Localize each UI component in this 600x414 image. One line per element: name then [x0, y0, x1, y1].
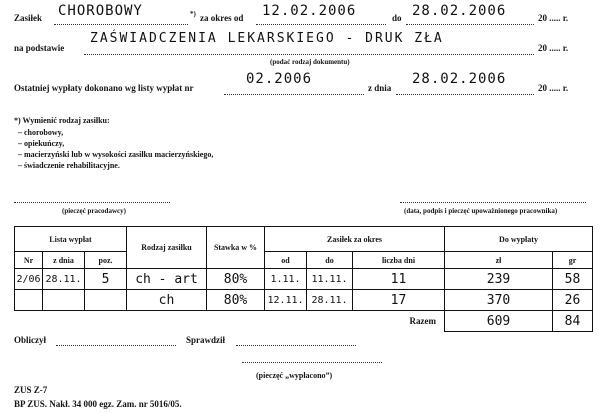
cell-stawka[interactable]: 80%: [207, 269, 265, 290]
cell-rodzaj[interactable]: ch - art: [127, 269, 207, 290]
year-suffix-1: 20 ..... r.: [538, 13, 569, 23]
note-item: – świadczenie rehabilitacyjne.: [18, 160, 213, 171]
wyplata-label: Ostatniej wypłaty dokonano wg listy wypłat nr: [14, 83, 194, 93]
stamp-dotline: [242, 362, 382, 363]
header-poz: poz.: [85, 252, 127, 269]
cell-liczba-dni[interactable]: 11: [353, 269, 445, 290]
razem-zl[interactable]: 609: [445, 311, 553, 332]
cell-do[interactable]: 11.11.: [307, 269, 353, 290]
header-od: od: [265, 252, 307, 269]
razem-gr[interactable]: 84: [553, 311, 593, 332]
zasilek-label: Zasiłek: [14, 13, 43, 23]
header-gr: gr: [553, 252, 593, 269]
cell-od[interactable]: 1.11.: [265, 269, 307, 290]
table-row: [15, 269, 593, 290]
z-dnia-label: z dnia: [368, 83, 392, 93]
razem-label: Razem: [409, 316, 436, 327]
cell-od[interactable]: 12.11.: [265, 290, 307, 311]
cell-z-dnia[interactable]: [43, 290, 85, 311]
zasilek-value[interactable]: CHOROBOWY: [58, 3, 143, 19]
cell-zl[interactable]: 370: [445, 290, 553, 311]
employee-sign-dotline: [400, 202, 586, 203]
za-okres-label: za okres od: [200, 13, 244, 23]
header-lista: Lista wypłat: [15, 227, 127, 252]
table-row: [15, 290, 593, 311]
payout-table: [14, 226, 593, 332]
header-zasilek: Zasiłek za okres: [265, 227, 445, 252]
date-to-dotline: [406, 24, 534, 25]
note-item: – opiekuńczy,: [18, 138, 213, 149]
wyplata-nr-value[interactable]: 02.2006: [246, 71, 313, 87]
header-do: do: [307, 252, 353, 269]
date-from-dotline: [256, 24, 386, 25]
cell-poz[interactable]: 5: [85, 269, 127, 290]
employer-stamp-caption: (pieczęć pracodawcy): [62, 207, 126, 215]
razem-spacer: [15, 311, 353, 332]
wyplata-nr-dotline: [224, 94, 364, 95]
cell-liczba-dni[interactable]: 17: [353, 290, 445, 311]
sprawdzil-label: Sprawdził: [186, 335, 226, 345]
year-suffix-2: 20 ..... r.: [538, 43, 569, 53]
wyplata-date-dotline: [396, 94, 534, 95]
podstawie-caption: (podać rodzaj dokumentu): [270, 58, 350, 66]
razem-row: [15, 311, 593, 332]
note-item: – chorobowy,: [18, 127, 213, 138]
cell-z-dnia[interactable]: 28.11.: [43, 269, 85, 290]
zasilek-dotline: [54, 24, 188, 25]
note-item: – macierzyński lub w wysokości zasiłku macierzyńskiego,: [18, 149, 213, 160]
header-rodzaj: Rodzaj zasiłku: [127, 227, 207, 269]
note-block: [14, 116, 213, 171]
sprawdzil-dotline[interactable]: [236, 345, 356, 346]
cell-stawka[interactable]: 80%: [207, 290, 265, 311]
date-from-value[interactable]: 12.02.2006: [262, 3, 357, 19]
header-do-wyplaty: Do wypłaty: [445, 227, 593, 252]
do-label: do: [392, 13, 402, 23]
cell-nr[interactable]: [15, 290, 43, 311]
header-zl: zł: [445, 252, 553, 269]
header-stawka: Stawka w %: [207, 227, 265, 269]
wyplacono-stamp-caption: (pieczęć „wypłacono”): [256, 371, 333, 380]
year-suffix-3: 20 ..... r.: [538, 83, 569, 93]
footnote-mark: *): [190, 10, 196, 18]
podstawie-value[interactable]: ZAŚWIADCZENIA LEKARSKIEGO - DRUK ZŁA: [90, 31, 444, 46]
form-code: ZUS Z-7: [14, 385, 48, 395]
cell-do[interactable]: 28.11.: [307, 290, 353, 311]
cell-zl[interactable]: 239: [445, 269, 553, 290]
podstawie-label: na podstawie: [14, 43, 65, 53]
header-liczba-dni: liczba dni: [353, 252, 445, 269]
header-z-dnia: z dnia: [43, 252, 85, 269]
podstawie-dotline: [84, 54, 534, 55]
note-list: [14, 127, 213, 171]
cell-rodzaj[interactable]: ch: [127, 290, 207, 311]
date-to-value[interactable]: 28.02.2006: [412, 3, 507, 19]
print-info: BP ZUS. Nakł. 34 000 egz. Zam. nr 5016/05.: [14, 399, 182, 409]
wyplata-date-value[interactable]: 28.02.2006: [412, 71, 507, 87]
note-title: *) Wymienić rodzaj zasiłku:: [14, 116, 110, 125]
employer-stamp-dotline: [14, 202, 170, 203]
obliczyl-dotline[interactable]: [56, 345, 176, 346]
header-nr: Nr: [15, 252, 43, 269]
employee-sign-caption: (data, podpis i pieczęć upoważnionego pracownika): [404, 207, 558, 215]
cell-poz[interactable]: [85, 290, 127, 311]
cell-gr[interactable]: 26: [553, 290, 593, 311]
obliczyl-label: Obliczył: [14, 335, 46, 345]
cell-gr[interactable]: 58: [553, 269, 593, 290]
cell-nr[interactable]: 2/06: [15, 269, 43, 290]
